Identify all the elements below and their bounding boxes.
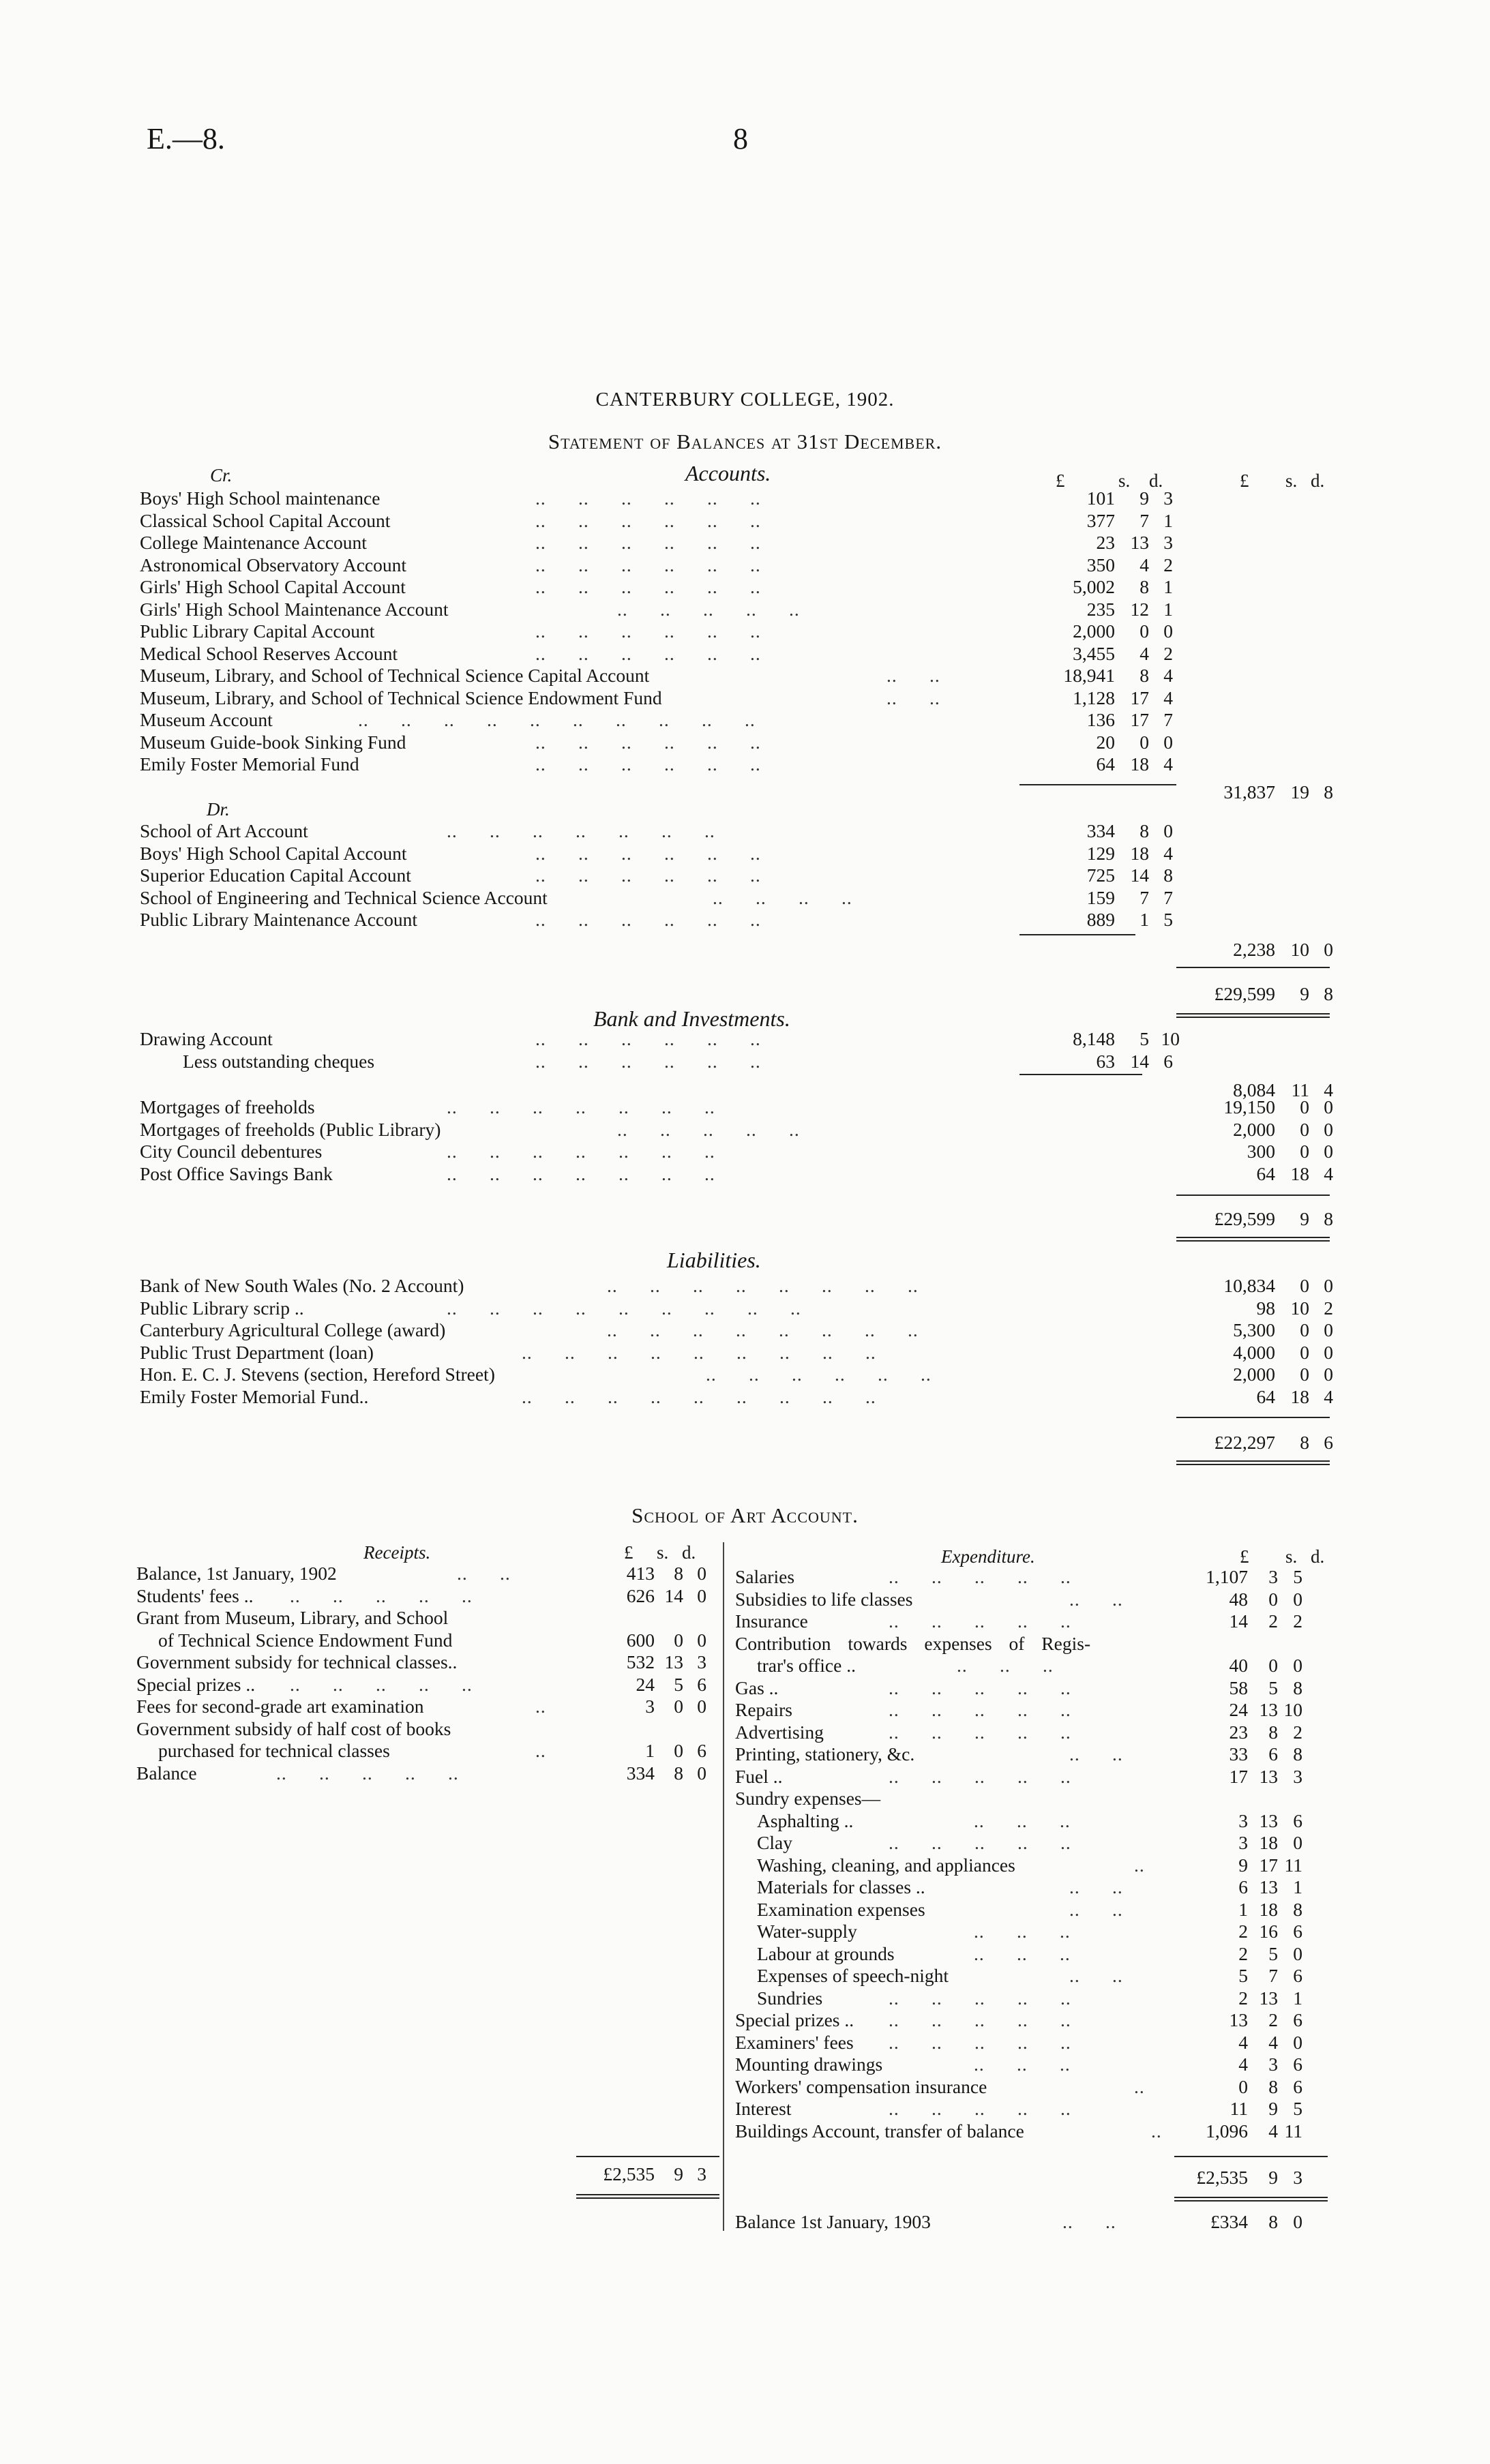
receipts-list xyxy=(136,1563,723,1784)
list-item: Government subsidy for technical classes.. 532 13 3 xyxy=(136,1651,706,1672)
list-item: Examiners' fees .. .. .. .. .. 4 4 0 xyxy=(735,2031,1302,2053)
rule xyxy=(1176,1195,1330,1196)
double-rule xyxy=(576,2194,719,2199)
list-item: Advertising .. .. .. .. .. 23 8 2 xyxy=(735,1721,1302,1743)
list-item: Examination expenses .. .. 1 18 8 xyxy=(757,1898,1302,1920)
expenditure-pounds-header: £ xyxy=(1240,1546,1249,1567)
list-item: Mortgages of freeholds (Public Library) .. .. .. .. .. 2,000 0 0 xyxy=(140,1118,1333,1140)
list-item: School of Art Account .. .. .. .. .. .. .. 334 8 0 xyxy=(140,820,1173,841)
list-item: Subsidies to life classes .. .. 48 0 0 xyxy=(735,1588,1302,1610)
double-rule xyxy=(1176,1013,1330,1018)
expenditure-total: £2,535 9 3 xyxy=(1196,2167,1302,2188)
expenditure-list xyxy=(735,1566,1328,2142)
double-rule xyxy=(1176,1237,1330,1242)
page-title: CANTERBURY COLLEGE, 1902. xyxy=(595,389,895,410)
list-item: Insurance .. .. .. .. .. 14 2 2 xyxy=(735,1610,1302,1632)
list-item: Medical School Reserves Account .. .. .. .. .. .. 3,455 4 2 xyxy=(140,642,1173,664)
list-item: Emily Foster Memorial Fund.. .. .. .. .. .. .. .. .. .. 64 18 4 xyxy=(140,1385,1333,1407)
list-item: trar's office .. .. .. .. 40 0 0 xyxy=(757,1655,1302,1676)
receipts-shillings-header: s. xyxy=(657,1542,669,1563)
expenditure-heading: Expenditure. xyxy=(941,1546,1035,1567)
rule xyxy=(1019,934,1135,935)
bank-total: £29,599 9 8 xyxy=(1214,1208,1333,1229)
rule xyxy=(1019,1074,1142,1075)
list-item: Boys' High School Capital Account .. .. .. .. .. .. 129 18 4 xyxy=(140,842,1173,864)
list-item: Gas .. .. .. .. .. .. 58 5 8 xyxy=(735,1677,1302,1698)
list-item: Labour at grounds .. .. .. 2 5 0 xyxy=(757,1942,1302,1964)
bank-list xyxy=(140,1028,1333,1072)
pounds-col-header-outer: £ xyxy=(1240,470,1249,491)
rule xyxy=(576,2156,719,2157)
list-item: Salaries .. .. .. .. .. 1,107 3 5 xyxy=(735,1566,1302,1587)
cr-total: 31,837 19 8 xyxy=(1223,781,1333,802)
list-item: Grant from Museum, Library, and School xyxy=(136,1607,449,1628)
list-item: Materials for classes .. .. .. 6 13 1 xyxy=(757,1876,1302,1897)
dr-total: 2,238 10 0 xyxy=(1233,939,1333,960)
page-code: E.—8. xyxy=(147,122,225,155)
pence-col-header: d. xyxy=(1149,470,1163,491)
list-item: Less outstanding cheques .. .. .. .. .. .. 63 14 6 xyxy=(183,1050,1173,1072)
school-of-art-title: School of Art Account. xyxy=(631,1503,859,1527)
list-item: Hon. E. C. J. Stevens (section, Hereford Street) .. .. .. .. .. .. 2,000 0 0 xyxy=(140,1364,1333,1385)
bank-heading: Bank and Investments. xyxy=(593,1006,790,1031)
list-item: Fees for second-grade art examination .. 3 0 0 xyxy=(136,1696,706,1717)
list-item: Museum, Library, and School of Technical Science Capital Account .. .. 18,941 8 4 xyxy=(140,665,1173,686)
list-item: Special prizes .. .. .. .. .. .. 13 2 6 xyxy=(735,2009,1302,2030)
list-item: Mounting drawings .. .. .. 4 3 6 xyxy=(735,2054,1302,2075)
list-item: Workers' compensation insurance .. 0 8 6 xyxy=(735,2075,1302,2097)
list-item: purchased for technical classes .. 1 0 6 xyxy=(158,1740,706,1761)
list-item: Special prizes .. .. .. .. .. .. 24 5 6 xyxy=(136,1673,706,1695)
list-item: of Technical Science Endowment Fund 600 0 0 xyxy=(158,1629,706,1651)
list-item: Fuel .. .. .. .. .. .. 17 13 3 xyxy=(735,1765,1302,1787)
list-item: Public Library Maintenance Account .. .. .. .. .. .. 889 1 5 xyxy=(140,909,1173,930)
list-item: Repairs .. .. .. .. .. 24 13 10 xyxy=(735,1699,1302,1720)
list-item: School of Engineering and Technical Science Account .. .. .. .. 159 7 7 xyxy=(140,886,1173,908)
double-rule xyxy=(1176,1460,1330,1465)
bank-net: 8,084 11 4 xyxy=(1233,1079,1333,1100)
list-item: Balance, 1st January, 1902 .. .. 413 8 0 xyxy=(136,1563,706,1584)
liabilities-total: £22,297 8 6 xyxy=(1214,1432,1333,1453)
rule xyxy=(1174,2156,1328,2157)
investments-list xyxy=(140,1096,1333,1185)
list-item: City Council debentures .. .. .. .. .. .. .. 300 0 0 xyxy=(140,1141,1333,1162)
accounts-heading: Accounts. xyxy=(685,461,771,485)
pounds-col-header: £ xyxy=(1056,470,1065,491)
list-item: Emily Foster Memorial Fund .. .. .. .. .. .. 64 18 4 xyxy=(140,753,1173,775)
expenditure-pence-header: d. xyxy=(1311,1546,1325,1567)
list-item: Museum Account .. .. .. .. .. .. .. .. .. .. 136 17 7 xyxy=(140,709,1173,730)
cr-label: Cr. xyxy=(210,465,233,485)
list-item: Clay .. .. .. .. .. 3 18 0 xyxy=(757,1832,1302,1853)
list-item: Balance .. .. .. .. .. 334 8 0 xyxy=(136,1762,706,1784)
expenditure-shillings-header: s. xyxy=(1285,1546,1298,1567)
list-item: Astronomical Observatory Account .. .. .. .. .. .. 350 4 2 xyxy=(140,554,1173,575)
list-item: Boys' High School maintenance .. .. .. .. .. .. 101 9 3 xyxy=(140,487,1173,509)
list-item: Water-supply .. .. .. 2 16 6 xyxy=(757,1921,1302,1942)
list-item: Museum Guide-book Sinking Fund .. .. .. .. .. .. 20 0 0 xyxy=(140,731,1173,753)
list-item: Washing, cleaning, and appliances .. 9 17 11 xyxy=(757,1854,1302,1876)
list-item: Museum, Library, and School of Technical Science Endowment Fund .. .. 1,128 17 4 xyxy=(140,687,1173,708)
list-item: Government subsidy of half cost of books xyxy=(136,1717,451,1739)
sundry-heading: Sundry expenses— xyxy=(735,1788,881,1809)
list-item: Contribution towards expenses of Regis- xyxy=(735,1632,1091,1654)
list-item: Superior Education Capital Account .. .. .. .. .. .. 725 14 8 xyxy=(140,865,1173,886)
list-item: Expenses of speech-night .. .. 5 7 6 xyxy=(757,1965,1302,1986)
double-rule xyxy=(1174,2197,1328,2202)
liabilities-list xyxy=(140,1275,1333,1408)
list-item: Public Library scrip .. .. .. .. .. .. .. .. .. .. 98 10 2 xyxy=(140,1297,1333,1319)
list-item: Interest .. .. .. .. .. 11 9 5 xyxy=(735,2098,1302,2119)
list-item: Buildings Account, transfer of balance .. 1,096 4 11 xyxy=(735,2120,1302,2142)
list-item: Public Library Capital Account .. .. .. .. .. .. 2,000 0 0 xyxy=(140,620,1173,642)
list-item: Printing, stationery, &c. .. .. 33 6 8 xyxy=(735,1743,1302,1764)
receipts-total: £2,535 9 3 xyxy=(603,2163,706,2184)
rule xyxy=(1176,967,1330,968)
cr-accounts-list xyxy=(140,487,1333,776)
statement-subtitle: Statement of Balances at 31st December. xyxy=(548,430,942,453)
list-item: Drawing Account .. .. .. .. .. .. 8,148 5 10 xyxy=(140,1028,1180,1049)
list-item: Canterbury Agricultural College (award) .. .. .. .. .. .. .. .. 5,300 0 0 xyxy=(140,1319,1333,1340)
list-item: Bank of New South Wales (No. 2 Account) .. .. .. .. .. .. .. .. 10,834 0 0 xyxy=(140,1275,1333,1296)
shillings-col-header: s. xyxy=(1118,470,1131,491)
list-item: Post Office Savings Bank .. .. .. .. .. .. .. 64 18 4 xyxy=(140,1162,1333,1184)
liabilities-heading: Liabilities. xyxy=(667,1248,761,1272)
rule xyxy=(1176,1417,1330,1418)
dr-label: Dr. xyxy=(207,799,230,820)
receipts-heading: Receipts. xyxy=(363,1542,431,1563)
accounts-grand-total: £29,599 9 8 xyxy=(1214,983,1333,1004)
list-item: Sundries .. .. .. .. .. 2 13 1 xyxy=(757,1987,1302,2009)
list-item: College Maintenance Account .. .. .. .. .. .. 23 13 3 xyxy=(140,532,1173,553)
list-item: Classical School Capital Account .. .. .. .. .. .. 377 7 1 xyxy=(140,509,1173,531)
list-item: Students' fees .. .. .. .. .. .. 626 14 0 xyxy=(136,1584,706,1606)
list-item: Girls' High School Maintenance Account .. .. .. .. .. 235 12 1 xyxy=(140,598,1173,620)
dr-accounts-list xyxy=(140,820,1333,931)
column-divider xyxy=(723,1542,724,2231)
closing-balance: Balance 1st January, 1903 .. .. £334 8 0 xyxy=(735,2211,1302,2232)
receipts-pounds-header: £ xyxy=(624,1542,634,1563)
page-number: 8 xyxy=(733,122,748,155)
receipts-pence-header: d. xyxy=(682,1542,696,1563)
list-item: Public Trust Department (loan) .. .. .. .. .. .. .. .. .. 4,000 0 0 xyxy=(140,1341,1333,1363)
list-item: Mortgages of freeholds .. .. .. .. .. .. .. 19,150 0 0 xyxy=(140,1096,1333,1117)
list-item: Asphalting .. .. .. .. 3 13 6 xyxy=(757,1809,1302,1831)
shillings-col-header-outer: s. xyxy=(1285,470,1298,491)
pence-col-header-outer: d. xyxy=(1311,470,1325,491)
list-item: Girls' High School Capital Account .. .. .. .. .. .. 5,002 8 1 xyxy=(140,576,1173,597)
